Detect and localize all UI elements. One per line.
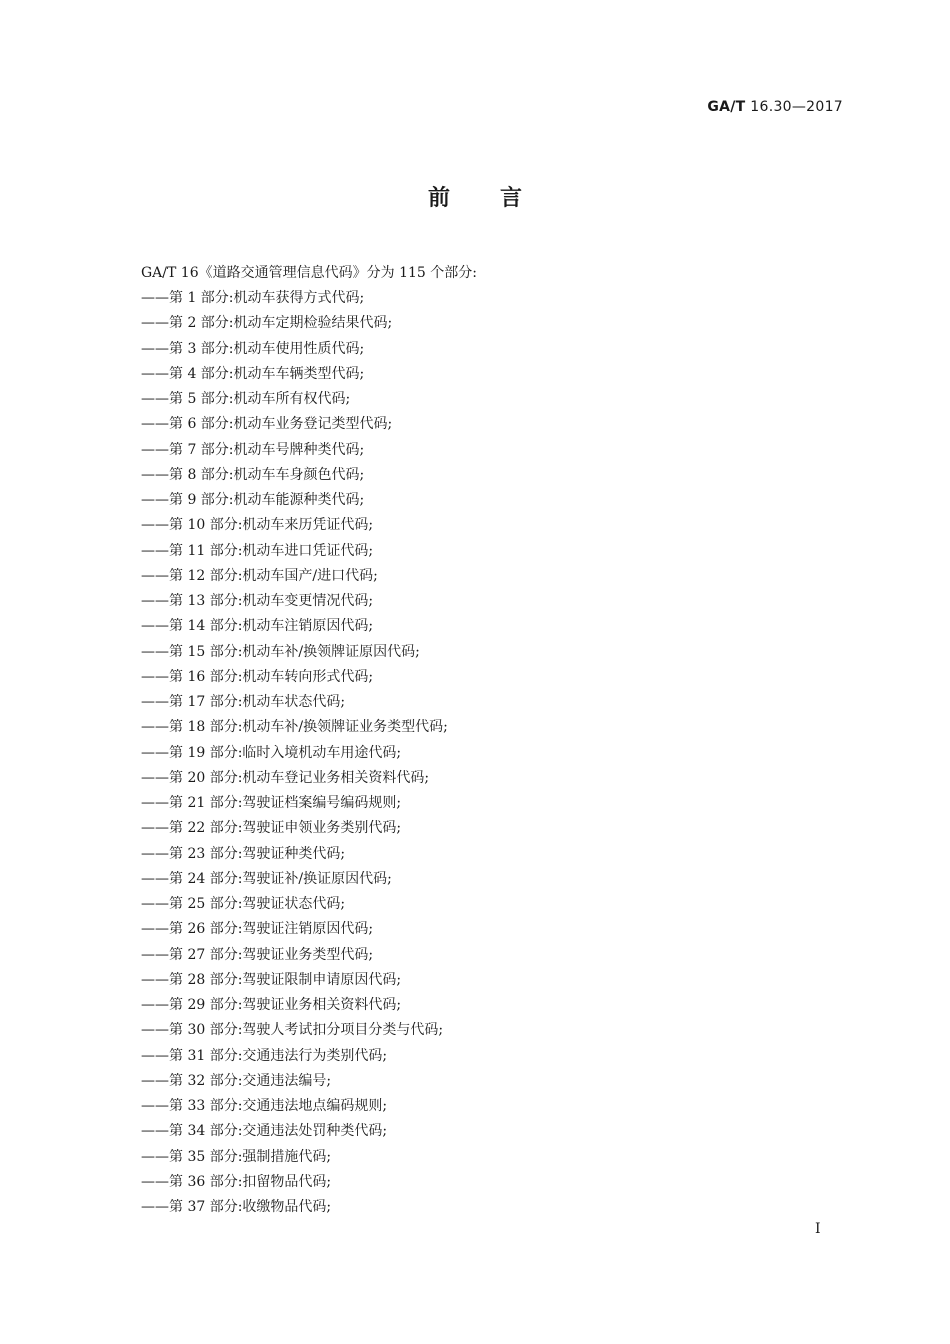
- list-item: ——第 8 部分:机动车车身颜色代码;: [141, 466, 365, 483]
- standard-code-number: 16.30—2017: [745, 99, 843, 115]
- list-item: ——第 1 部分:机动车获得方式代码;: [141, 290, 365, 306]
- list-item: ——第 26 部分:驾驶证注销原因代码;: [141, 921, 374, 938]
- list-item: ——第 31 部分:交通违法行为类别代码;: [141, 1047, 388, 1064]
- list-item: ——第 11 部分:机动车进口凭证代码;: [141, 542, 374, 559]
- list-item: ——第 23 部分:驾驶证种类代码;: [141, 845, 346, 862]
- list-item: ——第 3 部分:机动车使用性质代码;: [141, 340, 365, 357]
- standard-code: [707, 99, 843, 115]
- list-item: ——第 34 部分:交通违法处罚种类代码;: [141, 1123, 388, 1140]
- list-item: ——第 17 部分:机动车状态代码;: [141, 694, 346, 710]
- page-number: I: [815, 1221, 821, 1237]
- list-item: ——第 2 部分:机动车定期检验结果代码;: [141, 315, 393, 332]
- list-item: ——第 28 部分:驾驶证限制申请原因代码;: [141, 971, 402, 988]
- list-item: ——第 18 部分:机动车补/换领牌证业务类型代码;: [141, 719, 448, 736]
- list-item: ——第 6 部分:机动车业务登记类型代码;: [141, 416, 393, 433]
- list-item: ——第 16 部分:机动车转向形式代码;: [141, 668, 374, 685]
- list-item: ——第 14 部分:机动车注销原因代码;: [141, 618, 374, 635]
- list-item: ——第 27 部分:驾驶证业务类型代码;: [141, 946, 374, 963]
- list-item: ——第 37 部分:收缴物品代码;: [141, 1199, 332, 1215]
- list-item: ——第 21 部分:驾驶证档案编号编码规则;: [141, 795, 402, 811]
- list-item: ——第 13 部分:机动车变更情况代码;: [141, 593, 374, 609]
- list-item: ——第 35 部分:强制措施代码;: [141, 1148, 332, 1165]
- list-item: ——第 15 部分:机动车补/换领牌证原因代码;: [141, 643, 420, 660]
- page-title: 前言: [427, 186, 572, 211]
- list-item: ——第 7 部分:机动车号牌种类代码;: [141, 441, 365, 458]
- list-item: ——第 24 部分:驾驶证补/换证原因代码;: [141, 870, 392, 887]
- list-item: ——第 12 部分:机动车国产/进口代码;: [141, 567, 378, 584]
- list-item: ——第 10 部分:机动车来历凭证代码;: [141, 517, 374, 534]
- list-item: ——第 22 部分:驾驶证申领业务类别代码;: [141, 820, 402, 837]
- standard-code-prefix: GA/T: [707, 99, 746, 115]
- list-item: ——第 9 部分:机动车能源种类代码;: [141, 492, 365, 508]
- parts-list: [141, 287, 448, 1221]
- list-item: ——第 32 部分:交通违法编号;: [141, 1072, 332, 1089]
- list-item: ——第 33 部分:交通违法地点编码规则;: [141, 1098, 388, 1114]
- list-item: ——第 25 部分:驾驶证状态代码;: [141, 896, 346, 912]
- list-item: ——第 19 部分:临时入境机动车用途代码;: [141, 744, 402, 761]
- list-item: ——第 36 部分:扣留物品代码;: [141, 1173, 332, 1190]
- list-item: ——第 4 部分:机动车车辆类型代码;: [141, 365, 365, 382]
- list-item: ——第 5 部分:机动车所有权代码;: [141, 391, 351, 407]
- list-item: ——第 30 部分:驾驶人考试扣分项目分类与代码;: [141, 1022, 444, 1039]
- list-item: ——第 20 部分:机动车登记业务相关资料代码;: [141, 769, 430, 786]
- list-item: ——第 29 部分:驾驶证业务相关资料代码;: [141, 997, 402, 1013]
- intro-paragraph: GA/T 16《道路交通管理信息代码》分为 115 个部分:: [141, 265, 477, 281]
